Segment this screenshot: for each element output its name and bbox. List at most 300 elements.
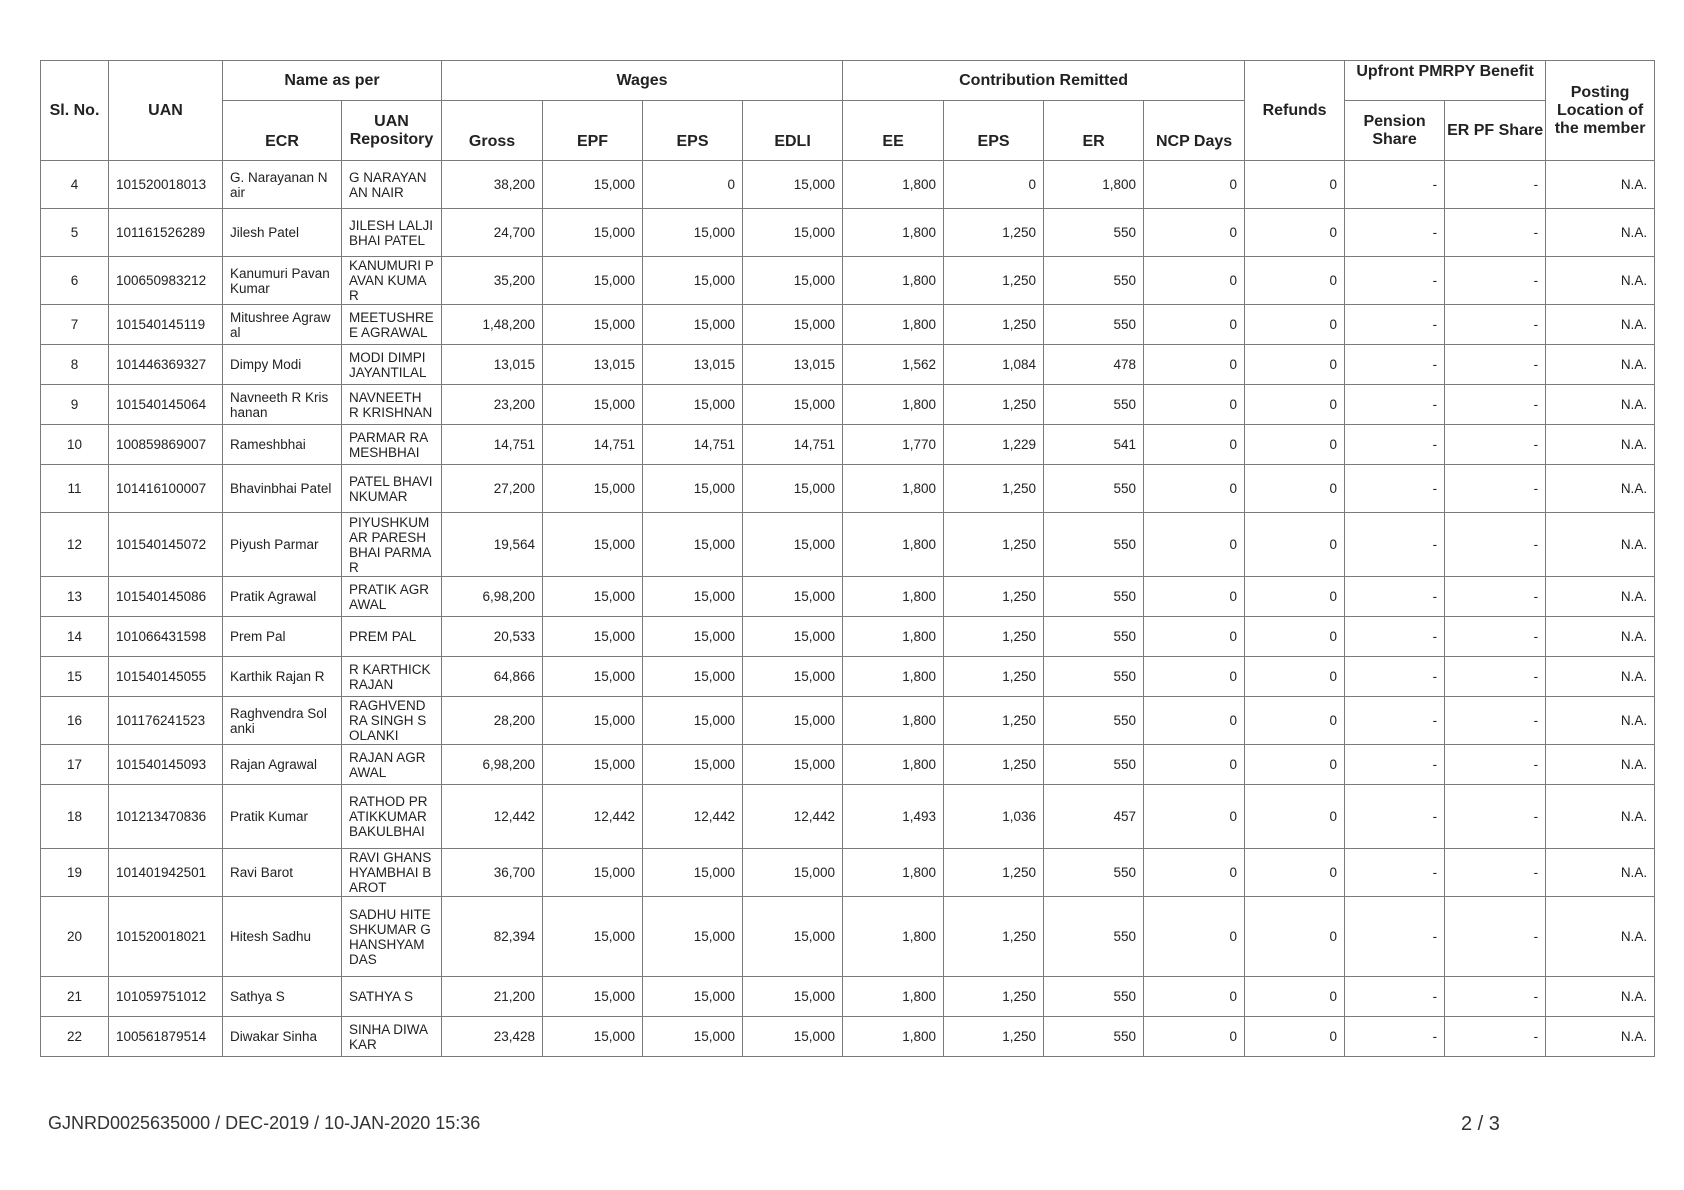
cell-ecr-name: Diwakar Sinha [223,1017,342,1057]
cell-uan: 101401942501 [109,849,223,897]
cell-edli: 15,000 [743,257,843,305]
cell-sl-no: 10 [41,425,109,465]
table-row [41,161,1655,209]
cell-edli: 14,751 [743,425,843,465]
cell-uan: 101446369327 [109,345,223,385]
cell-epf: 14,751 [543,425,643,465]
header-epf: EPF [543,101,643,161]
page-number: 2 / 3 [1461,1113,1500,1135]
header-pmrpy: Upfront PMRPY Benefit [1345,61,1546,101]
cell-ncp-days: 0 [1144,161,1245,209]
cell-posting-location: N.A. [1546,305,1655,345]
cell-uan: 100859869007 [109,425,223,465]
cell-epf: 15,000 [543,161,643,209]
cell-eps: 15,000 [643,977,743,1017]
cell-epf: 15,000 [543,977,643,1017]
cell-eps: 15,000 [643,697,743,745]
cell-refunds: 0 [1245,785,1345,849]
table-row [41,785,1655,849]
cell-sl-no: 19 [41,849,109,897]
header-posting-location: Posting Location of the member [1546,61,1655,161]
cell-ecr-name: Jilesh Patel [223,209,342,257]
cell-pension-share: - [1345,257,1445,305]
cell-gross: 36,700 [442,849,543,897]
cell-er-pf-share: - [1445,897,1546,977]
cell-refunds: 0 [1245,161,1345,209]
cell-pension-share: - [1345,849,1445,897]
cell-eps-contribution: 1,250 [944,897,1044,977]
cell-uan: 101176241523 [109,697,223,745]
cell-refunds: 0 [1245,745,1345,785]
cell-er-pf-share: - [1445,161,1546,209]
cell-refunds: 0 [1245,305,1345,345]
cell-er-pf-share: - [1445,257,1546,305]
header-sl-no: Sl. No. [41,61,109,161]
cell-gross: 20,533 [442,617,543,657]
cell-refunds: 0 [1245,425,1345,465]
cell-ee: 1,800 [843,257,944,305]
cell-pension-share: - [1345,897,1445,977]
table-row [41,697,1655,745]
cell-epf: 15,000 [543,257,643,305]
cell-ee: 1,800 [843,209,944,257]
cell-pension-share: - [1345,385,1445,425]
cell-epf: 15,000 [543,209,643,257]
cell-eps-contribution: 1,250 [944,849,1044,897]
cell-ee: 1,800 [843,617,944,657]
cell-gross: 23,200 [442,385,543,425]
cell-gross: 14,751 [442,425,543,465]
cell-gross: 24,700 [442,209,543,257]
cell-er-pf-share: - [1445,745,1546,785]
cell-eps: 15,000 [643,745,743,785]
cell-uan-repository-name: R KARTHICK RAJAN [342,657,442,697]
table-row [41,425,1655,465]
cell-ee: 1,800 [843,1017,944,1057]
cell-uan-repository-name: PIYUSHKUMAR PARESHBHAI PARMAR [342,513,442,577]
cell-sl-no: 6 [41,257,109,305]
cell-er: 550 [1044,697,1144,745]
cell-uan: 100650983212 [109,257,223,305]
cell-ncp-days: 0 [1144,785,1245,849]
cell-ecr-name: Kanumuri Pavan Kumar [223,257,342,305]
cell-pension-share: - [1345,305,1445,345]
table-row [41,465,1655,513]
cell-sl-no: 12 [41,513,109,577]
cell-er-pf-share: - [1445,697,1546,745]
header-eps-contribution: EPS [944,101,1044,161]
cell-sl-no: 11 [41,465,109,513]
cell-eps-contribution: 1,250 [944,465,1044,513]
cell-refunds: 0 [1245,977,1345,1017]
cell-gross: 35,200 [442,257,543,305]
cell-refunds: 0 [1245,617,1345,657]
cell-ecr-name: Sathya S [223,977,342,1017]
header-ee: EE [843,101,944,161]
cell-eps-contribution: 1,250 [944,657,1044,697]
cell-uan-repository-name: RATHOD PRATIKKUMAR BAKULBHAI [342,785,442,849]
cell-uan: 101540145064 [109,385,223,425]
cell-gross: 21,200 [442,977,543,1017]
cell-ee: 1,800 [843,513,944,577]
table-row [41,577,1655,617]
header-refunds: Refunds [1245,61,1345,161]
cell-er: 550 [1044,385,1144,425]
footer-reference: GJNRD0025635000 / DEC-2019 / 10-JAN-2020 15:36 [48,1113,481,1133]
header-ncp-days: NCP Days [1144,101,1245,161]
cell-refunds: 0 [1245,513,1345,577]
cell-pension-share: - [1345,1017,1445,1057]
cell-ecr-name: Mitushree Agrawal [223,305,342,345]
cell-uan: 101520018021 [109,897,223,977]
cell-epf: 15,000 [543,1017,643,1057]
cell-epf: 15,000 [543,465,643,513]
cell-edli: 15,000 [743,897,843,977]
cell-er: 550 [1044,617,1144,657]
table-row [41,257,1655,305]
cell-eps: 12,442 [643,785,743,849]
cell-refunds: 0 [1245,209,1345,257]
cell-ecr-name: Piyush Parmar [223,513,342,577]
cell-sl-no: 5 [41,209,109,257]
cell-posting-location: N.A. [1546,577,1655,617]
cell-uan: 101540145055 [109,657,223,697]
table-row [41,345,1655,385]
cell-epf: 15,000 [543,617,643,657]
cell-ee: 1,800 [843,697,944,745]
cell-ee: 1,800 [843,161,944,209]
cell-posting-location: N.A. [1546,465,1655,513]
cell-er: 1,800 [1044,161,1144,209]
cell-gross: 6,98,200 [442,745,543,785]
cell-eps: 15,000 [643,209,743,257]
table-row [41,513,1655,577]
cell-sl-no: 9 [41,385,109,425]
cell-pension-share: - [1345,785,1445,849]
cell-pension-share: - [1345,745,1445,785]
cell-edli: 15,000 [743,161,843,209]
cell-sl-no: 18 [41,785,109,849]
header-uan-repository: UAN Repository [342,101,442,161]
cell-eps-contribution: 1,250 [944,745,1044,785]
cell-gross: 6,98,200 [442,577,543,617]
cell-ncp-days: 0 [1144,849,1245,897]
cell-edli: 15,000 [743,697,843,745]
cell-eps-contribution: 1,250 [944,1017,1044,1057]
cell-sl-no: 13 [41,577,109,617]
cell-refunds: 0 [1245,577,1345,617]
table-header [41,61,1655,161]
cell-ncp-days: 0 [1144,305,1245,345]
cell-epf: 15,000 [543,849,643,897]
cell-edli: 15,000 [743,849,843,897]
cell-er: 457 [1044,785,1144,849]
cell-ecr-name: Pratik Agrawal [223,577,342,617]
cell-ncp-days: 0 [1144,745,1245,785]
cell-eps: 15,000 [643,305,743,345]
cell-ecr-name: Raghvendra Solanki [223,697,342,745]
cell-edli: 15,000 [743,617,843,657]
header-ecr: ECR [223,101,342,161]
cell-uan: 101066431598 [109,617,223,657]
cell-posting-location: N.A. [1546,977,1655,1017]
cell-pension-share: - [1345,657,1445,697]
cell-er-pf-share: - [1445,385,1546,425]
cell-eps-contribution: 1,250 [944,305,1044,345]
cell-er-pf-share: - [1445,425,1546,465]
cell-uan-repository-name: RAJAN AGRAWAL [342,745,442,785]
cell-er: 550 [1044,305,1144,345]
cell-er: 550 [1044,977,1144,1017]
cell-pension-share: - [1345,425,1445,465]
cell-uan: 101416100007 [109,465,223,513]
cell-refunds: 0 [1245,345,1345,385]
cell-ee: 1,562 [843,345,944,385]
cell-epf: 12,442 [543,785,643,849]
header-pension-share: Pension Share [1345,101,1445,161]
cell-pension-share: - [1345,209,1445,257]
cell-epf: 15,000 [543,697,643,745]
cell-ncp-days: 0 [1144,617,1245,657]
cell-ncp-days: 0 [1144,257,1245,305]
cell-er: 550 [1044,465,1144,513]
cell-ee: 1,800 [843,657,944,697]
cell-eps: 13,015 [643,345,743,385]
cell-eps: 15,000 [643,465,743,513]
cell-eps-contribution: 1,036 [944,785,1044,849]
table-row [41,897,1655,977]
cell-epf: 15,000 [543,897,643,977]
cell-pension-share: - [1345,577,1445,617]
cell-posting-location: N.A. [1546,257,1655,305]
cell-uan-repository-name: SADHU HITESHKUMAR GHANSHYAMDAS [342,897,442,977]
cell-er-pf-share: - [1445,209,1546,257]
cell-posting-location: N.A. [1546,513,1655,577]
cell-sl-no: 14 [41,617,109,657]
cell-edli: 12,442 [743,785,843,849]
cell-uan-repository-name: NAVNEETH R KRISHNAN [342,385,442,425]
cell-uan-repository-name: G NARAYANAN NAIR [342,161,442,209]
table-row [41,385,1655,425]
cell-posting-location: N.A. [1546,657,1655,697]
cell-er-pf-share: - [1445,785,1546,849]
table-row [41,209,1655,257]
cell-eps-contribution: 1,250 [944,385,1044,425]
cell-gross: 64,866 [442,657,543,697]
cell-sl-no: 22 [41,1017,109,1057]
cell-edli: 15,000 [743,657,843,697]
cell-ncp-days: 0 [1144,513,1245,577]
cell-ncp-days: 0 [1144,345,1245,385]
header-wages: Wages [442,61,843,101]
header-name-as-per: Name as per [223,61,442,101]
cell-sl-no: 20 [41,897,109,977]
cell-er-pf-share: - [1445,465,1546,513]
header-row-2 [41,101,1655,161]
cell-eps-contribution: 1,250 [944,977,1044,1017]
cell-eps-contribution: 1,250 [944,257,1044,305]
cell-ee: 1,800 [843,577,944,617]
cell-ecr-name: Prem Pal [223,617,342,657]
cell-gross: 38,200 [442,161,543,209]
cell-er-pf-share: - [1445,513,1546,577]
cell-er: 541 [1044,425,1144,465]
cell-uan: 101161526289 [109,209,223,257]
cell-er: 550 [1044,1017,1144,1057]
cell-eps-contribution: 1,229 [944,425,1044,465]
cell-edli: 15,000 [743,305,843,345]
cell-eps: 15,000 [643,849,743,897]
cell-ncp-days: 0 [1144,385,1245,425]
header-er-pf-share: ER PF Share [1445,101,1546,161]
cell-gross: 27,200 [442,465,543,513]
cell-ecr-name: Bhavinbhai Patel [223,465,342,513]
cell-posting-location: N.A. [1546,849,1655,897]
cell-edli: 15,000 [743,209,843,257]
header-gross: Gross [442,101,543,161]
cell-eps: 15,000 [643,577,743,617]
cell-refunds: 0 [1245,1017,1345,1057]
cell-uan-repository-name: PATEL BHAVINKUMAR [342,465,442,513]
cell-eps: 15,000 [643,1017,743,1057]
cell-gross: 82,394 [442,897,543,977]
cell-er: 550 [1044,897,1144,977]
cell-er: 550 [1044,745,1144,785]
cell-ee: 1,800 [843,305,944,345]
cell-sl-no: 8 [41,345,109,385]
cell-uan-repository-name: RAVI GHANSHYAMBHAI BAROT [342,849,442,897]
cell-refunds: 0 [1245,897,1345,977]
cell-posting-location: N.A. [1546,1017,1655,1057]
cell-er: 550 [1044,577,1144,617]
cell-eps-contribution: 0 [944,161,1044,209]
cell-ecr-name: Rameshbhai [223,425,342,465]
cell-er: 478 [1044,345,1144,385]
cell-posting-location: N.A. [1546,897,1655,977]
cell-edli: 15,000 [743,465,843,513]
cell-er: 550 [1044,257,1144,305]
cell-refunds: 0 [1245,385,1345,425]
header-row-1 [41,61,1655,101]
cell-edli: 15,000 [743,745,843,785]
cell-ecr-name: Dimpy Modi [223,345,342,385]
cell-gross: 19,564 [442,513,543,577]
cell-uan-repository-name: PREM PAL [342,617,442,657]
cell-eps: 14,751 [643,425,743,465]
cell-ncp-days: 0 [1144,697,1245,745]
cell-eps-contribution: 1,084 [944,345,1044,385]
cell-sl-no: 4 [41,161,109,209]
cell-eps-contribution: 1,250 [944,513,1044,577]
cell-posting-location: N.A. [1546,745,1655,785]
cell-ncp-days: 0 [1144,209,1245,257]
cell-uan-repository-name: RAGHVENDRA SINGH SOLANKI [342,697,442,745]
cell-ncp-days: 0 [1144,657,1245,697]
cell-er-pf-share: - [1445,345,1546,385]
table-row [41,977,1655,1017]
cell-pension-share: - [1345,465,1445,513]
cell-er-pf-share: - [1445,617,1546,657]
cell-epf: 15,000 [543,385,643,425]
cell-pension-share: - [1345,513,1445,577]
cell-pension-share: - [1345,345,1445,385]
cell-ee: 1,493 [843,785,944,849]
cell-edli: 15,000 [743,577,843,617]
cell-posting-location: N.A. [1546,785,1655,849]
cell-edli: 15,000 [743,977,843,1017]
cell-posting-location: N.A. [1546,617,1655,657]
header-contribution-remitted: Contribution Remitted [843,61,1245,101]
cell-refunds: 0 [1245,849,1345,897]
cell-er: 550 [1044,849,1144,897]
cell-sl-no: 17 [41,745,109,785]
cell-gross: 13,015 [442,345,543,385]
cell-ecr-name: Pratik Kumar [223,785,342,849]
cell-sl-no: 15 [41,657,109,697]
cell-ecr-name: G. Narayanan Nair [223,161,342,209]
cell-eps-contribution: 1,250 [944,577,1044,617]
cell-pension-share: - [1345,161,1445,209]
cell-uan-repository-name: JILESH LALJIBHAI PATEL [342,209,442,257]
cell-ncp-days: 0 [1144,1017,1245,1057]
cell-eps: 15,000 [643,385,743,425]
cell-er-pf-share: - [1445,657,1546,697]
cell-epf: 15,000 [543,513,643,577]
header-edli: EDLI [743,101,843,161]
cell-posting-location: N.A. [1546,425,1655,465]
cell-eps: 15,000 [643,897,743,977]
cell-gross: 23,428 [442,1017,543,1057]
cell-ee: 1,800 [843,745,944,785]
cell-epf: 15,000 [543,657,643,697]
cell-posting-location: N.A. [1546,209,1655,257]
table-row [41,617,1655,657]
cell-ee: 1,800 [843,465,944,513]
table-row [41,849,1655,897]
cell-gross: 12,442 [442,785,543,849]
cell-edli: 13,015 [743,345,843,385]
cell-ee: 1,800 [843,897,944,977]
cell-ncp-days: 0 [1144,897,1245,977]
header-er: ER [1044,101,1144,161]
cell-pension-share: - [1345,977,1445,1017]
cell-ee: 1,800 [843,385,944,425]
cell-eps: 15,000 [643,257,743,305]
cell-posting-location: N.A. [1546,161,1655,209]
cell-ee: 1,800 [843,977,944,1017]
cell-ecr-name: Karthik Rajan R [223,657,342,697]
cell-refunds: 0 [1245,465,1345,513]
cell-ncp-days: 0 [1144,577,1245,617]
cell-uan-repository-name: MEETUSHREE AGRAWAL [342,305,442,345]
cell-edli: 15,000 [743,513,843,577]
cell-ecr-name: Rajan Agrawal [223,745,342,785]
header-uan: UAN [109,61,223,161]
ecr-table [40,60,1655,1057]
table-row [41,745,1655,785]
cell-epf: 15,000 [543,577,643,617]
cell-er-pf-share: - [1445,577,1546,617]
cell-refunds: 0 [1245,657,1345,697]
cell-uan: 101540145072 [109,513,223,577]
cell-eps-contribution: 1,250 [944,617,1044,657]
cell-gross: 28,200 [442,697,543,745]
cell-uan: 100561879514 [109,1017,223,1057]
cell-uan: 101213470836 [109,785,223,849]
cell-ncp-days: 0 [1144,465,1245,513]
cell-sl-no: 7 [41,305,109,345]
table-row [41,657,1655,697]
